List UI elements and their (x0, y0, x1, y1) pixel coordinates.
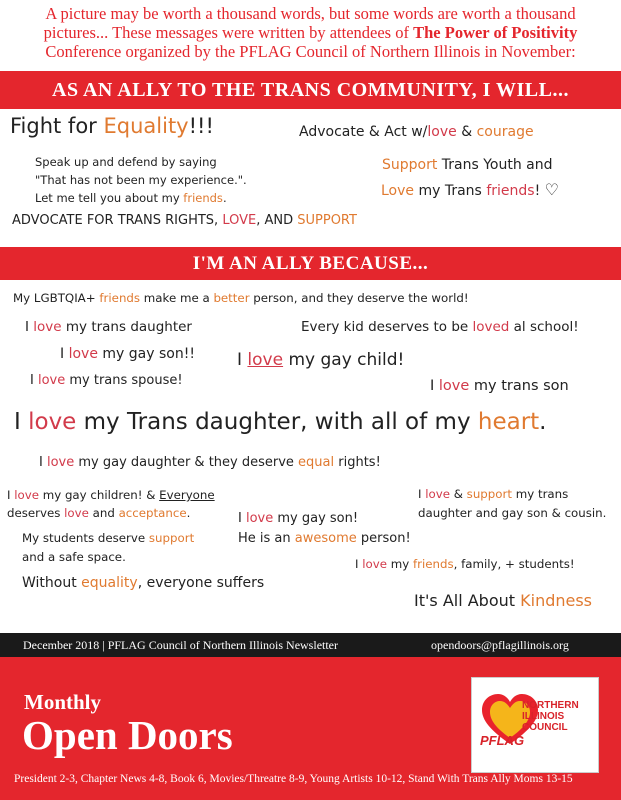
quote-gay-son (60, 346, 195, 362)
quote-text: I (7, 488, 15, 502)
quote-text: !!! (188, 114, 214, 138)
quote-highlight: love (245, 511, 274, 526)
quote-highlight: love (362, 557, 387, 571)
quote-line (7, 504, 215, 522)
contact-email[interactable]: opendoors@pflagillinois.org (431, 638, 569, 652)
quote-trans-daughter (25, 319, 192, 335)
quote-text: make me a (140, 291, 214, 305)
quote-lgbtqia-friends (13, 291, 469, 305)
quote-highlight: love (46, 455, 75, 470)
quote-highlight: love (68, 346, 98, 362)
quote-highlight: friends (486, 183, 535, 199)
quote-highlight: loved (472, 319, 510, 335)
quote-text: Without (22, 575, 82, 591)
quote-text: Every kid deserves to be (301, 319, 473, 335)
quote-text: & (456, 124, 477, 140)
quote-gay-daughter (39, 455, 381, 470)
logo-brand: PFLAG (480, 733, 525, 748)
quote-line (418, 485, 606, 504)
quote-highlight: love (425, 487, 450, 501)
quote-highlight: friends (99, 291, 141, 305)
table-of-contents: President 2-3, Chapter News 4-8, Book 6, Movies/Threatre 8-9, Young Artists 10-12, Stand With Trans Ally Moms 13-15 (14, 773, 573, 785)
quote-highlight: love (427, 124, 457, 140)
quote-highlight: better (213, 291, 250, 305)
quote-fight-equality (10, 114, 214, 138)
quote-text: ! (534, 183, 545, 199)
quote-text: Fight for (10, 114, 104, 138)
quote-text: I (238, 511, 246, 526)
quote-highlight: friends (183, 191, 223, 205)
quote-speak-up (35, 153, 247, 207)
quote-line (22, 529, 194, 548)
quote-highlight: love (37, 373, 66, 388)
quote-text: my Trans daughter, with all of my (76, 409, 478, 435)
quote-text: , family, + students! (453, 557, 575, 571)
quote-text: I (60, 346, 69, 362)
quote-text: I (355, 557, 363, 571)
quote-text: He is an (238, 531, 295, 546)
quote-highlight: equal (298, 455, 335, 470)
quote-gay-child (237, 350, 404, 370)
quote-highlight: love (438, 378, 470, 394)
quote-highlight: Everyone (159, 488, 215, 502)
quote-line (35, 189, 247, 207)
conference-name: The Power of Positivity (413, 23, 578, 42)
quote-text: my (386, 557, 413, 571)
quote-text: my gay child! (283, 350, 405, 370)
quote-highlight: equality (81, 575, 138, 591)
quote-highlight: LOVE (222, 213, 257, 228)
quote-text: . (222, 191, 227, 205)
masthead-monthly: Monthly (24, 690, 102, 714)
quote-text: al school! (509, 319, 579, 335)
quote-text: my gay daughter & they deserve (74, 455, 299, 470)
quote-highlight: Kindness (520, 591, 593, 610)
quote-text: person, and they deserve the world! (249, 291, 469, 305)
quote-love-trans-friends (381, 180, 559, 199)
quote-text: It's All About (414, 591, 521, 610)
quote-text: My students deserve (22, 531, 149, 545)
quote-awesome-son (238, 509, 411, 549)
quote-highlight: friends (412, 557, 454, 571)
quote-text: my gay children! & (38, 488, 160, 502)
quote-line: daughter and gay son & cousin. (418, 506, 607, 520)
quote-text: , AND (256, 213, 298, 228)
intro-line-2-text: pictures... These messages were written by attendees of (43, 23, 414, 42)
newsletter-footer (0, 633, 621, 657)
quote-without-equality (22, 575, 264, 591)
quote-line (238, 529, 411, 549)
intro-line-2 (0, 23, 621, 42)
intro-line-1: A picture may be worth a thousand words, but some words are worth a thousand (45, 4, 576, 23)
quote-text: person! (356, 531, 411, 546)
quote-advocate-act (299, 124, 534, 140)
quote-text: and (88, 506, 119, 520)
quote-line: Speak up and defend by saying (35, 155, 217, 169)
quote-highlight: support (148, 531, 195, 545)
quote-text: Advocate & Act w/ (299, 124, 428, 140)
quote-highlight: love (64, 506, 89, 520)
quote-friends-family (355, 557, 575, 571)
quote-highlight: SUPPORT (297, 213, 357, 228)
quote-text: I (237, 350, 248, 370)
quote-trans-son (430, 378, 569, 394)
quote-highlight: love (14, 488, 39, 502)
quote-highlight: Love (381, 183, 415, 199)
quote-text: my gay son! (273, 511, 359, 526)
logo-line: ILLINOIS (522, 711, 565, 722)
quote-students (22, 529, 194, 567)
quote-highlight: heart (477, 409, 540, 435)
quote-text: I (39, 455, 47, 470)
quote-text: . (186, 506, 191, 520)
quote-highlight: support (466, 487, 512, 501)
logo-line: COUNCIL (522, 722, 568, 733)
quote-gay-children (7, 486, 215, 522)
logo-text (522, 700, 579, 733)
quote-line: "That has not been my experience.". (35, 173, 247, 187)
quote-text: I (30, 373, 38, 388)
quote-text: my Trans (414, 183, 487, 199)
logo-line: NORTHERN (522, 700, 579, 711)
quote-text: , everyone suffers (137, 575, 265, 591)
quote-highlight: love (247, 350, 284, 370)
section-heading-ally-will: AS AN ALLY TO THE TRANS COMMUNITY, I WILL... (0, 71, 621, 109)
quote-text: I (418, 487, 426, 501)
quote-text: my trans son (469, 378, 569, 394)
quote-text: I (14, 409, 29, 435)
quote-highlight: courage (476, 124, 534, 140)
quote-advocate-trans-rights (12, 213, 357, 228)
quote-support-youth (382, 157, 553, 173)
quote-trans-daughter-cousin (418, 485, 606, 523)
quote-highlight: Support (382, 157, 438, 173)
quote-highlight: Equality (103, 114, 189, 138)
heart-icon: ♡ (544, 180, 559, 199)
newsletter-issue: December 2018 | PFLAG Council of Northern Illinois Newsletter (23, 638, 339, 652)
quote-line (7, 486, 215, 504)
quote-text: deserves (7, 506, 65, 520)
quote-text: Let me tell you about my (35, 191, 184, 205)
quote-text: I (25, 319, 34, 335)
quote-line: and a safe space. (22, 550, 126, 564)
quote-text: my gay son!! (97, 346, 195, 362)
section-heading-ally-because: I'M AN ALLY BECAUSE... (0, 247, 621, 280)
quote-every-kid (301, 319, 579, 335)
quote-highlight: love (28, 409, 77, 435)
quote-text: my trans daughter (61, 319, 192, 335)
quote-highlight: awesome (294, 531, 357, 546)
masthead-title: Open Doors (22, 712, 233, 758)
quote-highlight: love (33, 319, 62, 335)
quote-line (238, 509, 411, 529)
quote-highlight: acceptance (118, 506, 187, 520)
quote-text: I (430, 378, 439, 394)
quote-trans-daughter-heart (14, 409, 546, 435)
quote-text: rights! (334, 455, 381, 470)
quote-text: My LGBTQIA+ (13, 291, 100, 305)
quote-text: & (449, 487, 467, 501)
quote-text: Trans Youth and (437, 157, 553, 173)
intro-line-3: Conference organized by the PFLAG Council of Northern Illinois in November: (45, 42, 576, 61)
pflag-logo (471, 677, 599, 773)
quote-kindness (414, 591, 592, 610)
quote-text: ADVOCATE FOR TRANS RIGHTS, (12, 213, 223, 228)
quote-text: . (539, 409, 547, 435)
quote-text: my trans (511, 487, 569, 501)
quote-trans-spouse (30, 373, 183, 388)
intro-text (0, 4, 621, 61)
quote-text: my trans spouse! (65, 373, 183, 388)
